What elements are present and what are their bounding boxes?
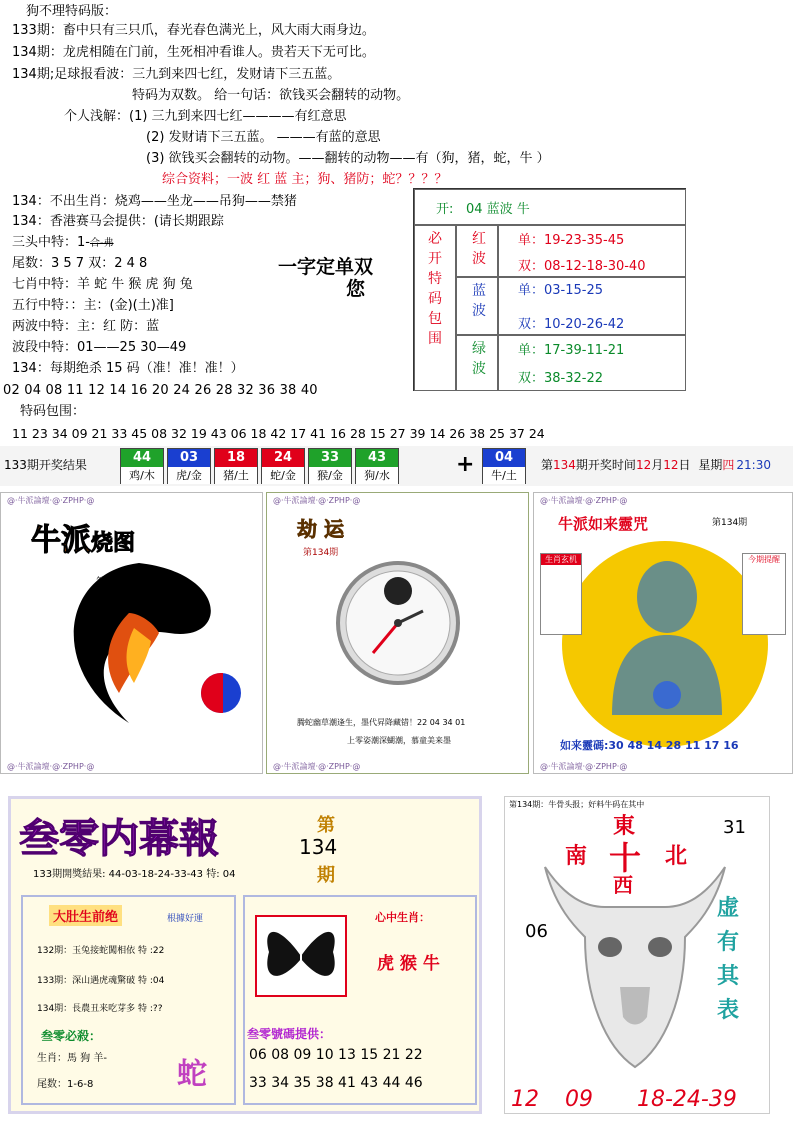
blue-wave-label: [472, 281, 486, 321]
panel4-row-133: 133期：深山遇虎魂驚破 特 :04: [37, 976, 165, 986]
panel1-issue: 第134期: [96, 577, 136, 588]
next-draw-day-unit: 日: [678, 458, 691, 472]
wave-char: 绿: [472, 341, 486, 357]
green-wave-single: 单：17-39-11-21: [518, 343, 625, 358]
panel5-v3: 其: [717, 964, 740, 989]
panel-watermark: @·牛派論壇·@·ZPHP·@: [540, 762, 628, 771]
header-line-4: 特码为双数。 给一句话：欲钱买会翻转的动物。: [132, 88, 410, 103]
butterfly-box: [255, 915, 347, 997]
panel-watermark: @·牛派論壇·@·ZPHP·@: [540, 496, 628, 505]
panel3-codes: 如来靈碼:30 48 14 28 11 17 16: [560, 739, 739, 752]
panel4-codes-row-2: 33 34 35 38 41 43 44 46: [249, 1075, 423, 1091]
panel4-sub-title: 大肚生前绝: [49, 905, 122, 926]
wave-char: 蓝: [472, 283, 486, 299]
ball-number: 03: [168, 449, 210, 467]
panel4-sub-note: 根據好運: [167, 914, 204, 924]
ball-zodiac: 猪/土: [215, 467, 257, 484]
panel5-east: 東: [613, 814, 636, 839]
special-code-table: [413, 188, 686, 391]
panel5-bottom-2: 09: [565, 1087, 593, 1112]
red-wave-single: 单：19-23-35-45: [518, 233, 625, 248]
panel2-issue: 第134期: [303, 548, 339, 558]
panel3-left-box-title: 生肖玄机: [541, 554, 581, 565]
panel2-caption-2: 上零姿潮深蝴潮，慕童美来墨: [347, 736, 451, 745]
ox-skull-icon: [535, 837, 735, 1077]
panel1-title-b: 烧图: [91, 531, 136, 556]
wave-char: 红: [472, 231, 486, 247]
info-special-numbers: 11 23 34 09 21 33 45 08 32 19 43 06 18 42 17 41 16 28 15 27 39 14 26 38 25 37 24: [12, 426, 545, 441]
side-char: 围: [428, 331, 442, 347]
ball-number: 24: [262, 449, 304, 467]
panel4-codes-row-1: 06 08 09 10 13 15 21 22: [249, 1047, 423, 1063]
next-draw-week: 星期: [698, 458, 723, 472]
results-label: 133期开奖结果: [4, 458, 87, 472]
panel4-kill-title: 叁零必殺：: [41, 1029, 102, 1043]
header-line-2: 134期：龙虎相随在门前，生死相冲看谁人。贵若天下无可比。: [12, 45, 375, 60]
panel1-title-a: 牛派: [31, 523, 91, 558]
info-three-heads-struck: 合-弗: [89, 238, 114, 249]
info-two-waves: 两波中特：主：红 防：蓝: [12, 319, 160, 334]
panel5-v4: 表: [717, 998, 740, 1023]
ball-zodiac: 蛇/金: [262, 467, 304, 484]
panel5-south: 南: [565, 844, 588, 869]
wave-char: 波: [472, 303, 486, 319]
panel4-snake: 蛇: [177, 1057, 207, 1092]
next-draw-mid: 期开奖时间: [575, 458, 636, 472]
blue-wave-double: 双：10-20-26-42: [518, 317, 625, 332]
green-wave-label: [472, 339, 486, 379]
info-kill-15: 134：每期绝杀 15 码（准！准！准！）: [12, 361, 244, 376]
info-no-zodiac: 134：不出生肖：烧鸡——坐龙——吊狗——禁猪: [12, 194, 297, 209]
panel4-issue-top: 第: [317, 815, 335, 836]
table-open-row: [414, 189, 686, 225]
panel4-title: 叁零内幕報: [19, 816, 219, 862]
info-three-heads-text: 三头中特：1-: [12, 235, 90, 250]
panel4-result: 133期開獎結果: 44-03-18-24-33-43 特: 04: [33, 869, 236, 880]
butterfly-icon: [257, 917, 345, 995]
red-wave-double: 双：08-12-18-30-40: [518, 259, 646, 274]
info-tails: 尾数：3 5 7 双：2 4 8: [12, 256, 148, 271]
info-wave-range: 波段中特：01——25 30—49: [12, 340, 187, 355]
clock-icon: [333, 551, 463, 691]
panel5-header: 第134期：牛骨头报；好料牛码在其中: [509, 800, 645, 809]
result-ball: [214, 448, 258, 484]
next-draw-month: 12: [635, 458, 652, 472]
info-five-elements: 五行中特：：主：(金)(土)准]: [12, 298, 174, 313]
result-ball: [261, 448, 305, 484]
header-line-3: 134期;足球报看波：三九到来四七红，发财请下三五蓝。: [12, 67, 341, 82]
panel4-row-132: 132期：玉兔接蛇闖相依 特 :22: [37, 946, 165, 956]
header-line-1: 133期：畜中只有三只爪，春光春色满光上，风大雨大雨身边。: [12, 23, 375, 38]
table-open-label: 开:: [436, 202, 454, 217]
info-seven-zodiac: 七肖中特：羊 蛇 牛 猴 虎 狗 兔: [12, 277, 193, 292]
ball-zodiac: 牛/土: [483, 467, 525, 484]
panel5-ten: 十: [609, 839, 642, 877]
table-open-value: 04 蓝波 牛: [466, 202, 530, 217]
panel3-right-box-title: 今期提醒: [748, 555, 780, 564]
ball-number: 44: [121, 449, 163, 467]
result-ball: [355, 448, 399, 484]
panel-watermark: @·牛派論壇·@·ZPHP·@: [7, 762, 95, 771]
ball-zodiac: 鸡/木: [121, 467, 163, 484]
panel-calamity-clock: [266, 492, 529, 774]
next-draw-info: [541, 456, 771, 474]
panel2-caption-1: 腾蛇幽草潮逢生，墨代昇降藏错！22 04 34 01: [297, 718, 466, 727]
result-ball: [308, 448, 352, 484]
next-draw-month-unit: 月: [651, 458, 664, 472]
panel4-kill-zodiac: 生肖：馬 狗 羊-: [37, 1053, 107, 1064]
panel4-issue-bot: 期: [317, 865, 335, 886]
panel-watermark: @·牛派論壇·@·ZPHP·@: [273, 762, 361, 771]
next-draw-prefix: 第: [541, 458, 554, 472]
panel3-right-box: [742, 553, 786, 635]
panel-burn-chart: [0, 492, 263, 774]
next-draw-day: 12: [663, 458, 679, 472]
panel5-v2: 有: [717, 930, 740, 955]
side-char: 特: [428, 271, 442, 287]
result-ball: [167, 448, 211, 484]
panel4-issue-num: 134: [299, 835, 338, 859]
ball-number: 43: [356, 449, 398, 467]
ball-zodiac: 猴/金: [309, 467, 351, 484]
info-special-title: 特码包围：: [20, 404, 86, 419]
result-ball: [120, 448, 164, 484]
side-char: 包: [428, 311, 442, 327]
panel4-row-134: 134期：長農丑来吃芽多 特 :??: [37, 1004, 163, 1014]
panel5-west: 西: [613, 873, 633, 897]
panel5-num-31: 31: [723, 817, 746, 838]
panel4-heart-zodiac: 虎 猴 牛: [377, 954, 440, 974]
header-line-5: 个人浅解：(1) 三九到来四七红————有红意思: [64, 109, 347, 124]
side-char: 开: [428, 251, 442, 267]
panel-buddha: [533, 492, 793, 774]
next-draw-time: 21:30: [736, 458, 771, 472]
info-kill-numbers: 02 04 08 11 12 14 16 20 24 26 28 32 36 38 40: [3, 383, 318, 398]
panel5-num-06: 06: [525, 921, 548, 942]
panel2-title: [297, 513, 344, 542]
panel5-v1: 虚: [717, 896, 740, 921]
ball-zodiac: 虎/金: [168, 467, 210, 484]
panel5-north: 北: [665, 844, 688, 869]
panel-ox-skull: [504, 796, 770, 1114]
panel4-codes-title: 叁零號碼提供：: [247, 1027, 332, 1041]
side-char: 码: [428, 291, 442, 307]
buddha-icon: [582, 555, 752, 725]
side-char: 必: [428, 231, 442, 247]
ball-number: 33: [309, 449, 351, 467]
slogan-line-1: 一字定单双: [278, 256, 374, 278]
ball-number: 18: [215, 449, 257, 467]
wave-char: 波: [472, 251, 486, 267]
header-title: 狗不理特码版：: [26, 4, 118, 19]
panel5-bottom-3: 18-24-39: [637, 1087, 737, 1112]
slogan-line-2: 您: [346, 278, 366, 300]
special-ball: [482, 448, 526, 484]
plus-sign: +: [456, 452, 475, 477]
wave-char: 波: [472, 361, 486, 377]
panel3-left-box: [540, 553, 582, 635]
info-three-heads: [12, 234, 114, 253]
panel2-title-a: 劫: [297, 517, 317, 541]
next-draw-issue: 134: [553, 458, 576, 472]
panel4-kill-tail: 尾数：1-6-8: [37, 1079, 94, 1090]
green-wave-double: 双：38-32-22: [518, 371, 604, 386]
info-hk-jockey: 134：香港赛马会提供：(请长期跟踪: [12, 214, 224, 229]
red-wave-label: [472, 229, 486, 269]
panel4-heart-title: 心中生肖：: [375, 911, 430, 924]
blue-wave-single: 单：03-15-25: [518, 283, 604, 298]
panel2-title-b: 运: [323, 517, 344, 541]
panel-watermark: @·牛派論壇·@·ZPHP·@: [7, 496, 95, 505]
panel3-title: 牛派如来靈咒: [558, 515, 649, 533]
header-line-8: 综合资料；一波 红 蓝 主；狗、猪防；蛇？？？？: [162, 172, 448, 187]
next-draw-weekday: 四: [722, 458, 735, 472]
header-line-7: (3) 欲钱买会翻转的动物。——翻转的动物——有（狗，猪，蛇，牛 ）: [146, 151, 550, 166]
panel3-issue: 第134期: [712, 518, 748, 528]
table-side-label: [428, 229, 444, 349]
panel-insider-report: [8, 796, 482, 1114]
header-line-6: (2) 发财请下三五蓝。 ———有蓝的意思: [146, 130, 381, 145]
panel5-bottom-1: 12: [511, 1087, 539, 1112]
panel-watermark: @·牛派論壇·@·ZPHP·@: [273, 496, 361, 505]
ball-zodiac: 狗/水: [356, 467, 398, 484]
ball-number: 04: [483, 449, 525, 467]
